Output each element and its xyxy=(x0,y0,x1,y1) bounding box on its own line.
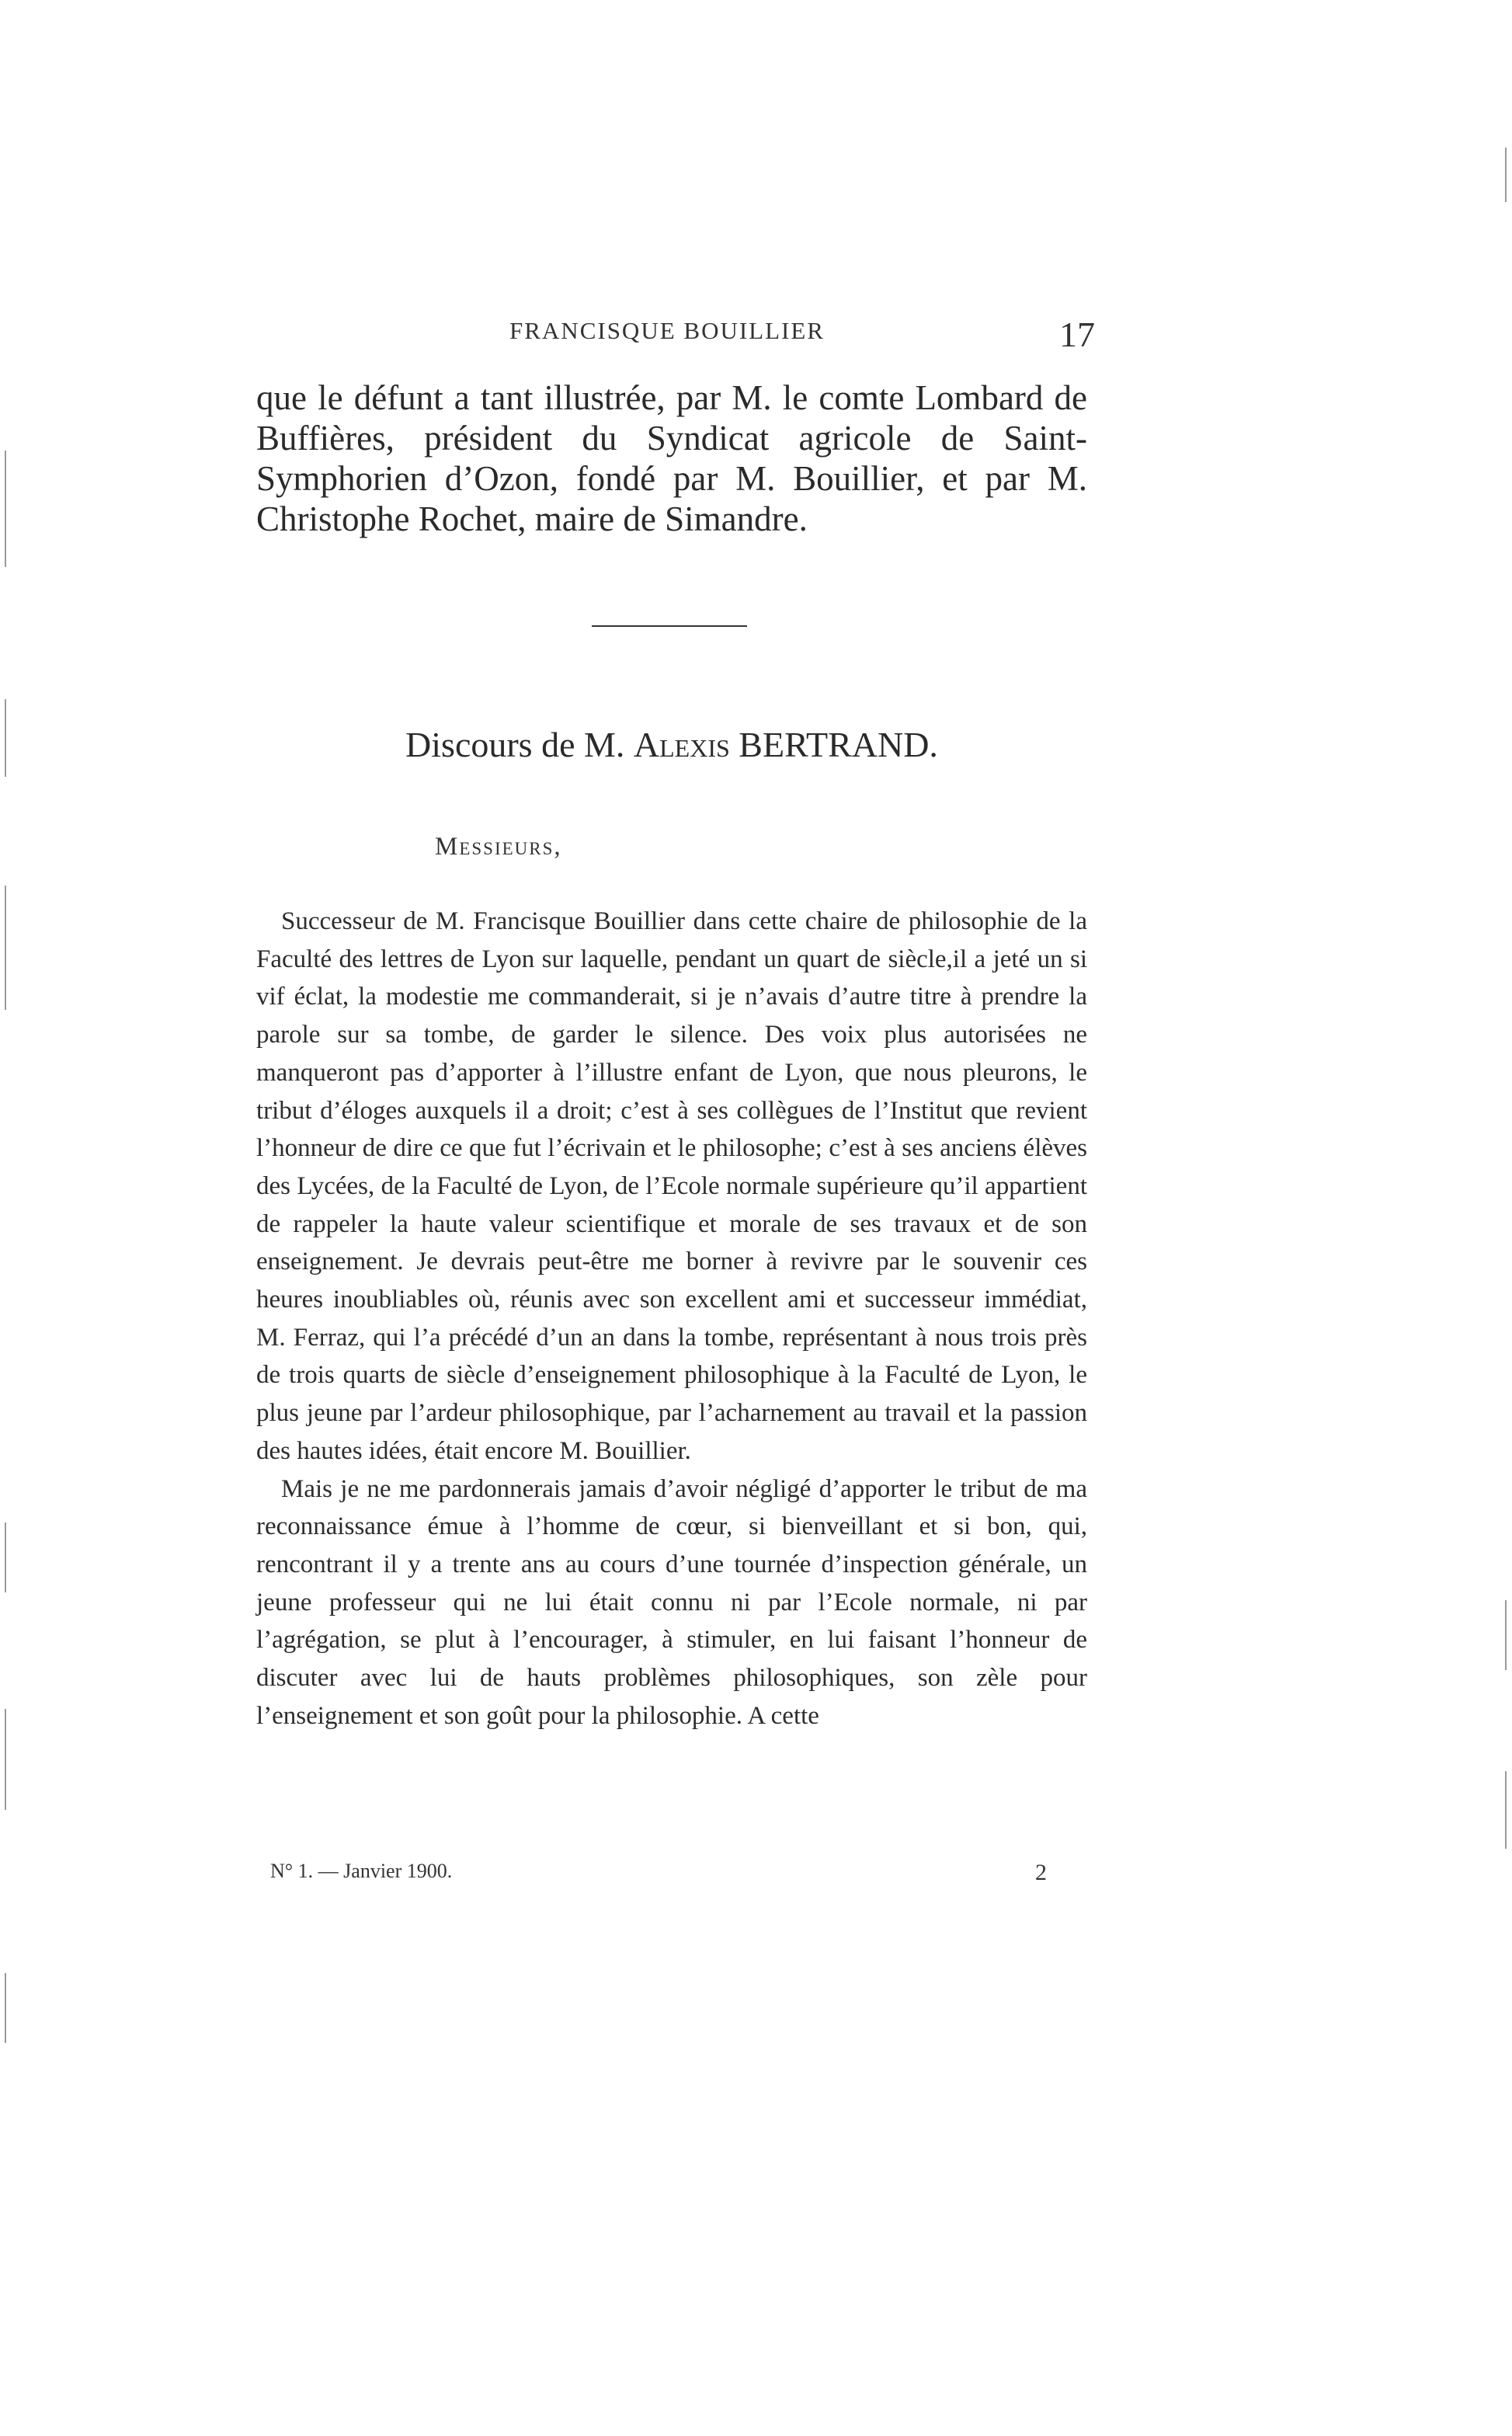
scan-margin-mark xyxy=(5,1522,6,1592)
section-divider xyxy=(592,625,747,627)
speech-title-first-name: Alexis xyxy=(633,725,730,764)
signature-mark: 2 xyxy=(1035,1860,1047,1885)
lead-paragraph: que le défunt a tant illustrée, par M. le comte Lombard de Buffières, président du Syndicat agricole de Saint-Symphorien d’Ozon, fondé par M. Bouillier, et par M. Christophe Rochet, maire de Simandre. xyxy=(256,378,1087,538)
scan-margin-mark xyxy=(1505,148,1507,202)
footer xyxy=(270,1860,1047,1891)
speech-title-prefix: Discours de M. xyxy=(405,725,625,764)
speech-body xyxy=(256,903,1087,1735)
speech-title-last-name: BERTRAND. xyxy=(739,725,938,764)
scan-margin-mark xyxy=(5,1973,6,2043)
scan-margin-mark xyxy=(5,451,6,567)
running-title: FRANCISQUE BOUILLIER xyxy=(509,317,825,344)
speech-title xyxy=(256,724,1087,765)
body-paragraph-1: Successeur de M. Francisque Bouillier dans cette chaire de philosophie de la Faculté des lettres de Lyon sur laquelle, pendant un quart de siècle,il a jeté un si vif éclat, la modestie me commanderait, si je n’avais d’autre titre à prendre la parole sur sa tombe, de garder le silence. Des voix plus autorisées ne manqueront pas d’apporter à l’illustre enfant de Lyon, que nous pleurons, le tribut d’éloges auxquels il a droit; c’est à ses collègues de l’Institut que revient l’honneur de dire ce que fut l’écrivain et le philosophe; c’est à ses anciens élèves des Lycées, de la Faculté de Lyon, de l’Ecole normale supérieure qu’il appartient de rappeler la haute valeur scientifique et morale de ses travaux et de son enseignement. Je devrais peut-être me borner à revivre par le souvenir ces heures inoubliables où, réunis avec son excellent ami et successeur immédiat, M. Ferraz, qui l’a précédé d’un an dans la tombe, représentant à nous trois près de trois quarts de siècle d’enseignement philosophique à la Faculté de Lyon, le plus jeune par l’ardeur philosophique, par l’acharnement au travail et la passion des hautes idées, était encore M. Bouillier. xyxy=(256,907,1087,1465)
scan-margin-mark xyxy=(1505,1600,1507,1670)
running-head xyxy=(256,317,1095,364)
page-number: 17 xyxy=(1059,315,1095,354)
scan-margin-mark xyxy=(5,699,6,777)
scan-margin-mark xyxy=(5,886,6,1010)
issue-line: N° 1. — Janvier 1900. xyxy=(270,1860,453,1882)
body-paragraph-2: Mais je ne me pardonnerais jamais d’avoir négligé d’apporter le tribut de ma reconnaissance émue à l’homme de cœur, si bienveillant et si bon, qui, rencontrant il y a trente ans au cours d’une tournée d’inspection générale, un jeune professeur qui ne lui était connu ni par l’Ecole normale, ni par l’agrégation, se plut à l’encourager, à stimuler, en lui faisant l’honneur de discuter avec lui de hauts problèmes philosophiques, son zèle pour l’enseignement et son goût pour la philosophie. A cette xyxy=(256,1474,1087,1730)
scan-margin-mark xyxy=(5,1709,6,1810)
salutation: Messieurs, xyxy=(435,833,562,861)
scan-margin-mark xyxy=(1505,1771,1507,1849)
